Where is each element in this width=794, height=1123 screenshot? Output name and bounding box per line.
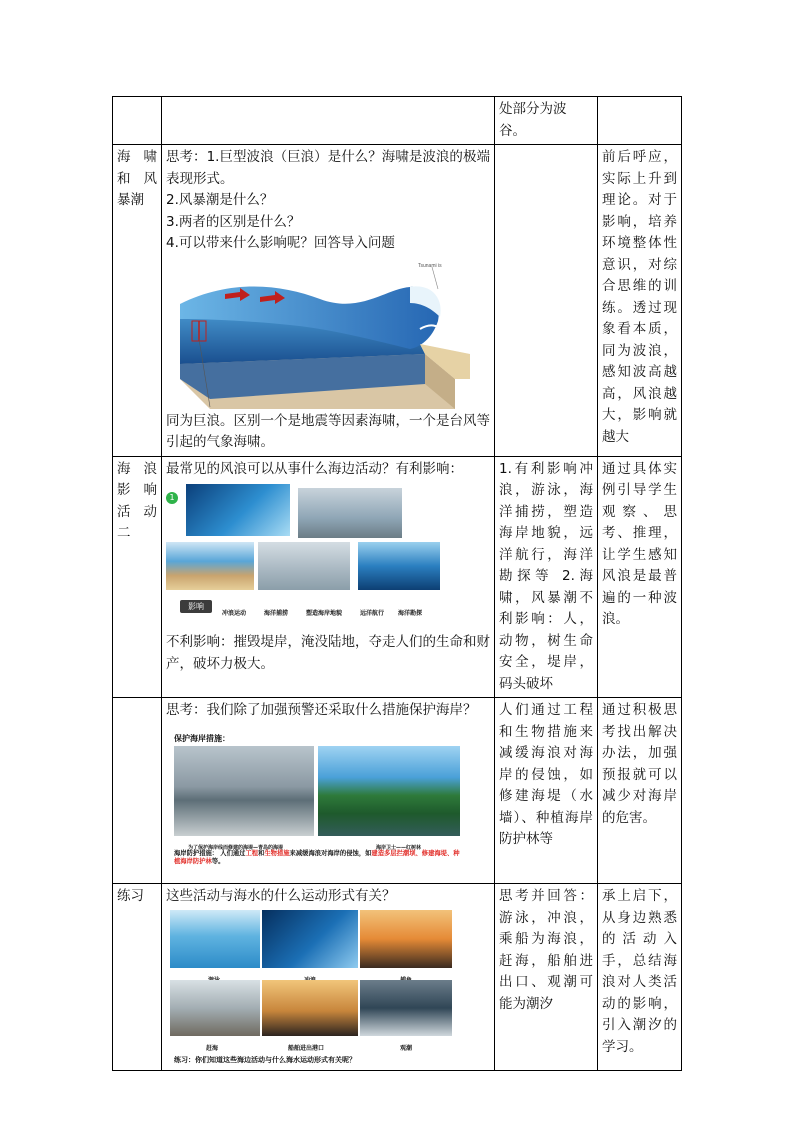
cell-design: 通过具体实例引导学生观察、思考、推理，让学生感知风浪是最普遍的一种波浪。 <box>598 456 682 698</box>
measures-text: 来减缓海浪对海岸的侵蚀，如 <box>289 849 372 857</box>
cell-student: 1.有利影响冲浪，游泳，海洋捕捞，塑造海岸地貌，远洋航行，海洋勘探等 2.海啸，风暴潮不利影响：人，动物，树生命安全，堤岸，码头破坏 <box>495 456 598 698</box>
cell-text: 思考：我们除了加强预警还采取什么措施保护海岸？ <box>166 702 477 718</box>
measures-text: 和 <box>258 849 265 857</box>
question-line: 思考：1.巨型波浪（巨浪）是什么？海啸是波浪的极端表现形式。 <box>166 149 490 187</box>
swimming-photo <box>170 910 260 968</box>
table-row <box>113 698 682 884</box>
surfing-photo <box>262 910 358 968</box>
fishing-photo <box>298 488 402 538</box>
photo-label: 赶海 <box>206 1044 219 1052</box>
cell-student <box>495 145 598 457</box>
photo-label: 船舶进出港口 <box>288 1044 325 1052</box>
table-row <box>113 456 682 698</box>
legend-item: 塑造海岸地貌 <box>306 610 343 617</box>
tide-pool-photo <box>170 980 260 1036</box>
legend-item: 冲浪运动 <box>222 610 247 617</box>
table-row <box>113 97 682 145</box>
cell-text: 不利影响：摧毁堤岸，淹没陆地，夺走人们的生命和财产，破坏力极大。 <box>166 634 490 672</box>
surfing-photo <box>186 484 290 536</box>
cell-text: 同为巨浪。区别一个是地震等因素海啸，一个是台风等引起的气象海啸。 <box>166 412 490 450</box>
tsunami-diagram <box>170 259 470 409</box>
photo-label: 观潮 <box>400 1044 413 1052</box>
lesson-table <box>112 96 682 1071</box>
cell-topic <box>113 97 162 145</box>
diagram-label: Tsunami is <box>418 262 442 269</box>
table-row <box>113 145 682 457</box>
practice-question: 练习：你们知道这些海边活动与什么海水运动形式有关呢？ <box>174 1055 356 1064</box>
cell-design: 通过积极思考找出解决办法，加强预报就可以减少对海岸的危害。 <box>598 698 682 884</box>
cell-design: 前后呼应，实际上升到理论。对于影响，培养环境整体性意识，对综合思维的训练。透过现象看本质，同为波浪，感知波高越高，风浪越大，影响就越大 <box>598 145 682 457</box>
cell-content <box>162 97 495 145</box>
exploration-photo <box>358 542 440 590</box>
coast-protection-figure <box>166 722 460 867</box>
cell-text: 这些活动与海水的什么运动形式有关？ <box>166 888 396 904</box>
badge-number: 1 <box>166 492 178 504</box>
activities-figure <box>166 908 456 1068</box>
question-line: 4.可以带来什么影响呢？回答导入问题 <box>166 235 395 251</box>
cell-topic: 练习 <box>113 884 162 1071</box>
cell-student: 处部分为波谷。 <box>495 97 598 145</box>
cell-content <box>162 145 495 457</box>
mangrove-photo <box>318 746 460 836</box>
cell-student: 人们通过工程和生物措施来减缓海浪对海岸的侵蚀，如修建海堤（水墙）、种植海岸防护林等 <box>495 698 598 884</box>
cell-topic: 海浪影响活动二 <box>113 456 162 698</box>
legend-item: 远洋航行 <box>360 610 385 617</box>
photo-caption: 海岸卫士——红树林 <box>376 844 422 851</box>
highlight-examples: 建造多层拦潮坝、修建海堤、种植海岸防护林 <box>174 849 460 865</box>
measures-text: 人们通过 <box>220 849 246 857</box>
question-line: 3.两者的区别是什么？ <box>166 213 301 230</box>
ship-photo <box>262 980 358 1036</box>
ships-photo <box>258 542 350 590</box>
measures-text: 等。 <box>211 857 225 865</box>
cell-content <box>162 698 495 884</box>
cell-content <box>162 456 495 698</box>
legend-title: 影响 <box>180 600 212 613</box>
photo-caption: 为了保护海岸线而修建的海堤—青岛的海堤 <box>188 844 284 851</box>
cell-topic: 海啸和风暴潮 <box>113 145 162 457</box>
cell-text: 最常见的风浪可以从事什么海边活动？有利影响： <box>166 460 463 477</box>
coast-photo <box>166 542 254 590</box>
fishing-photo <box>360 910 452 968</box>
activity-photos <box>166 482 486 632</box>
cell-design <box>598 97 682 145</box>
measures-prefix: 海岸防护措施： <box>174 849 219 857</box>
cell-content <box>162 884 495 1071</box>
cell-student: 思考并回答：游泳，冲浪，乘船为海浪，赶海，船舶进出口、观潮可能为潮汐 <box>495 884 598 1071</box>
protection-measures-text <box>174 850 464 866</box>
seawall-photo <box>174 746 314 836</box>
legend-item: 海洋捕捞 <box>264 610 289 617</box>
cell-topic <box>113 698 162 884</box>
table-row <box>113 884 682 1071</box>
highlight-biological: 生物措施 <box>264 849 290 857</box>
highlight-engineering: 工程 <box>245 849 259 857</box>
legend-item: 海洋勘探 <box>398 610 423 617</box>
cell-design: 承上启下，从身边熟悉的活动入手，总结海浪对人类活动的影响，引入潮汐的学习。 <box>598 884 682 1071</box>
question-line: 2.风暴潮是什么？ <box>166 192 274 208</box>
figure-title: 保护海岸措施： <box>174 733 230 743</box>
tide-watching-photo <box>360 980 452 1036</box>
